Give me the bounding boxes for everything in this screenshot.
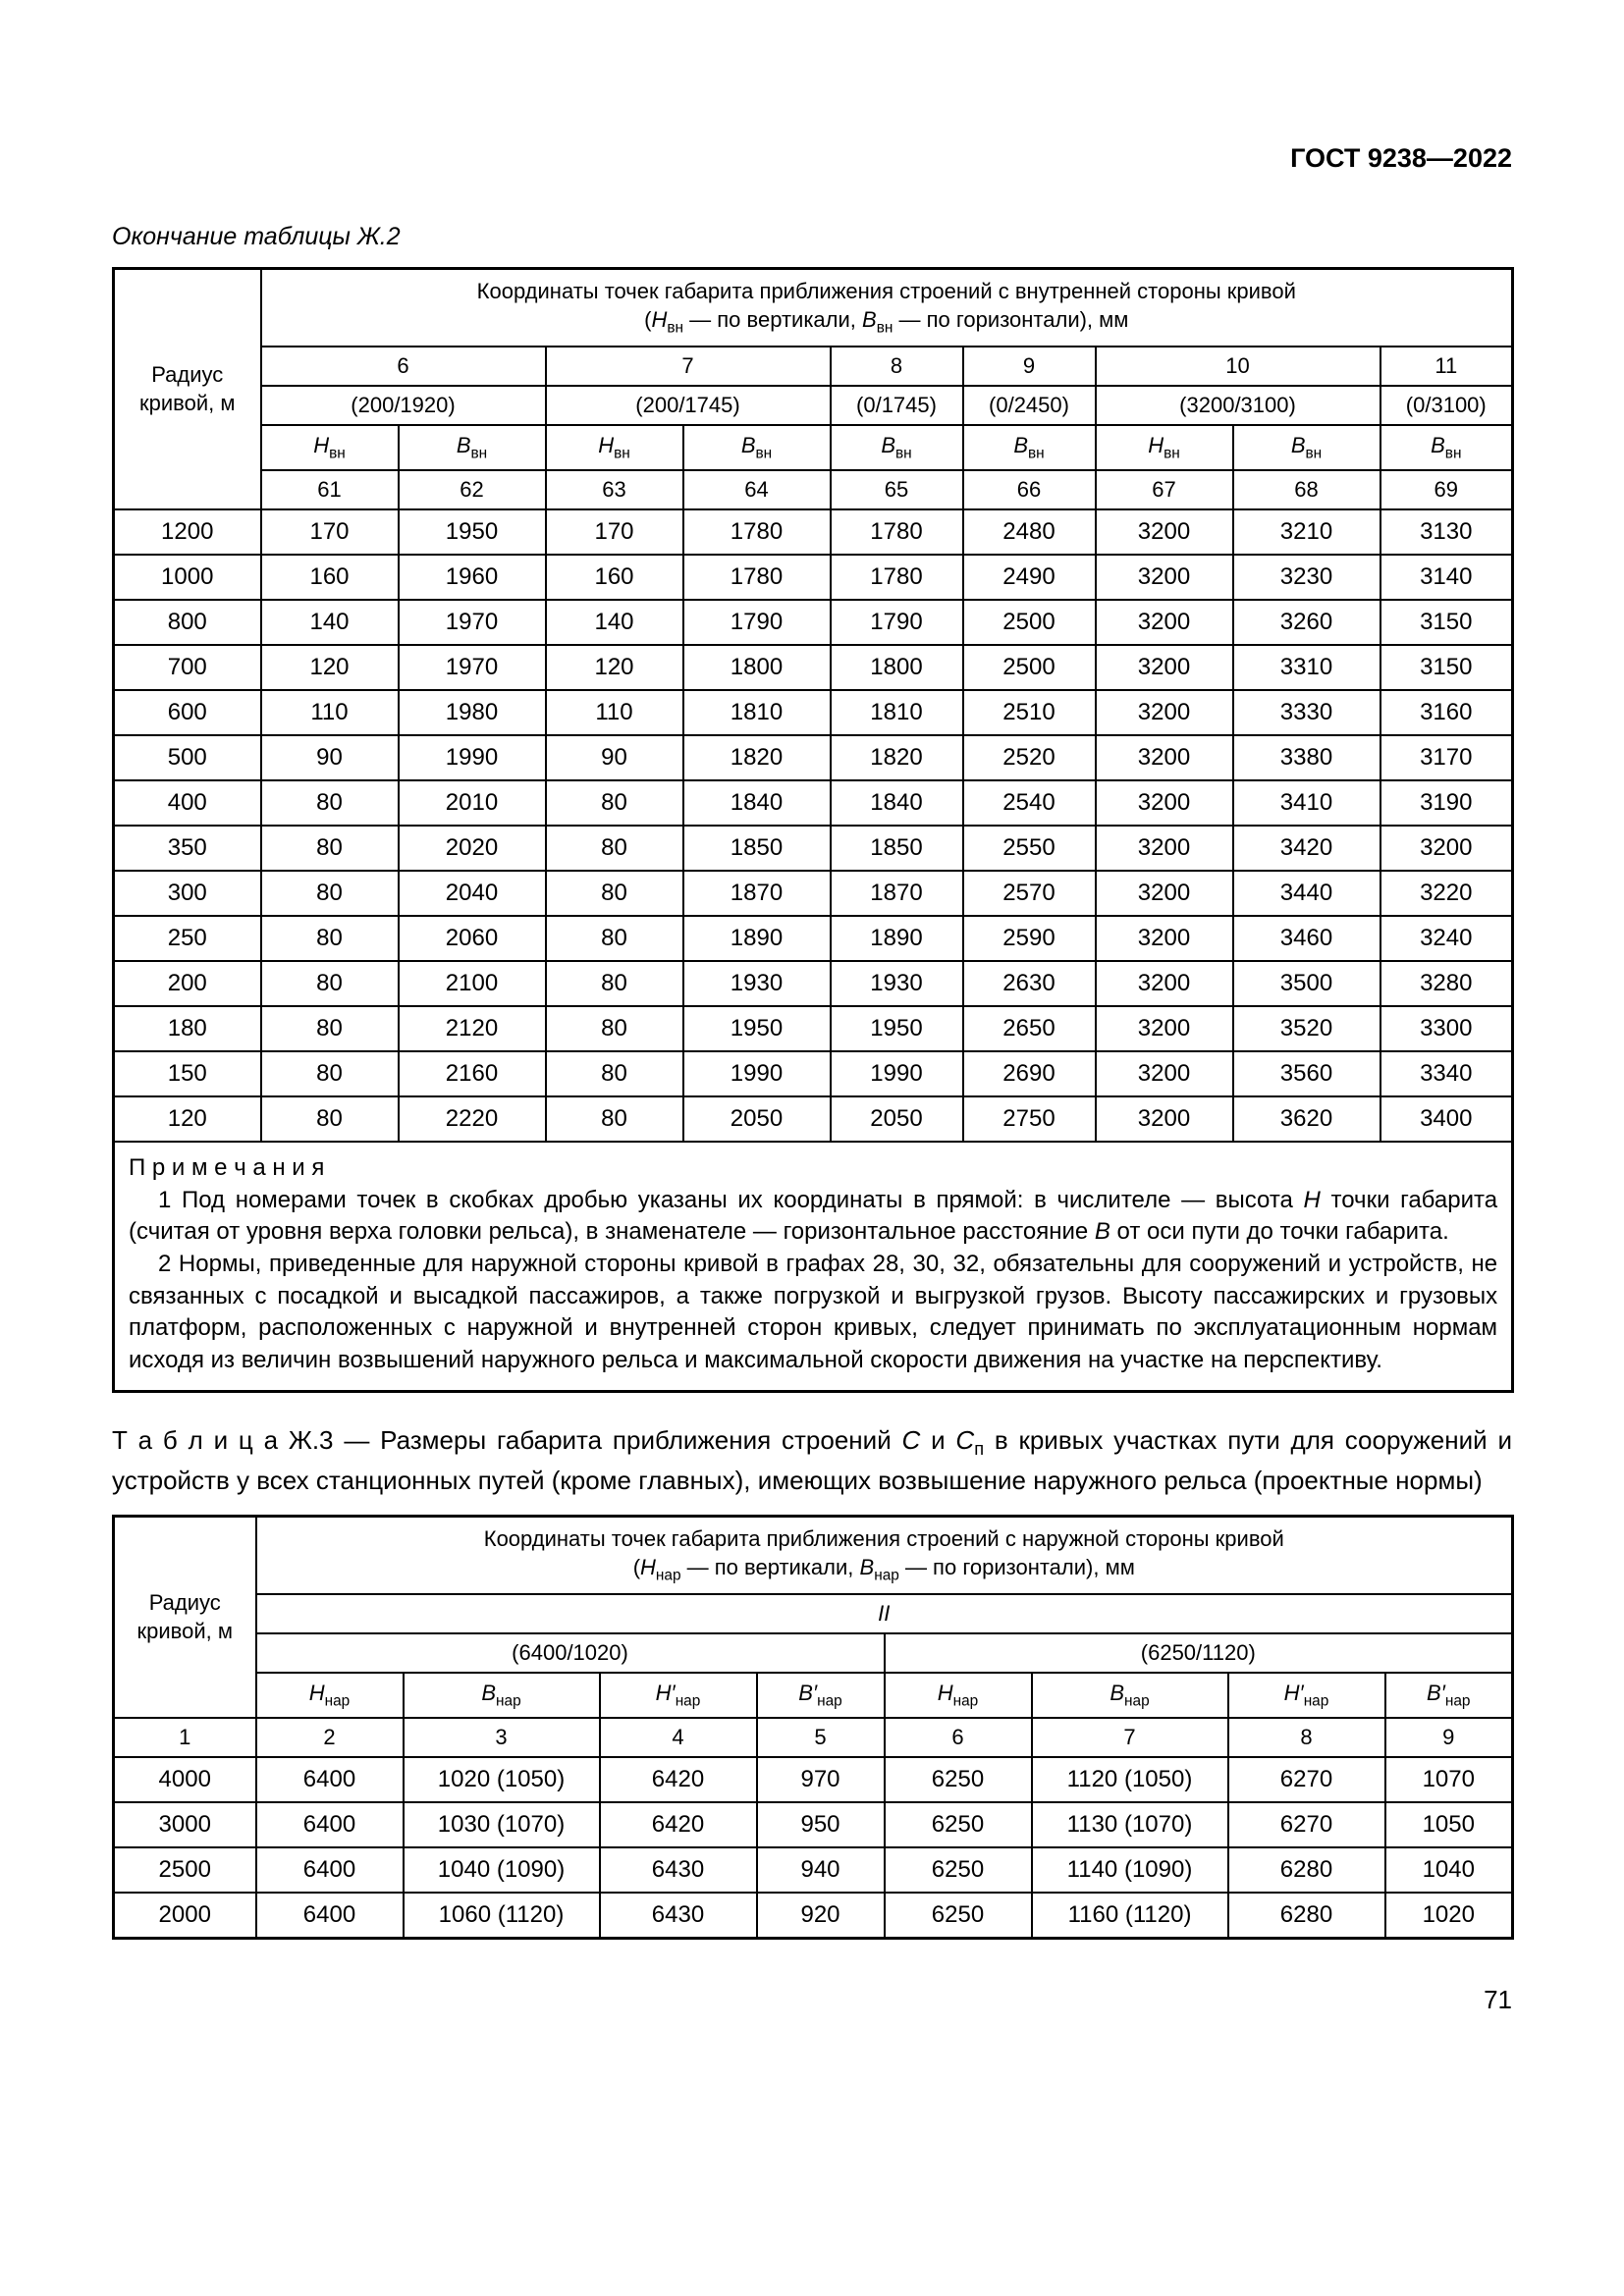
radius-cell: 3000 <box>114 1802 256 1847</box>
table-cell: 80 <box>261 1051 399 1096</box>
table-cell: 80 <box>546 780 683 826</box>
table-cell: 2120 <box>399 1006 546 1051</box>
radius-cell: 150 <box>114 1051 261 1096</box>
table-row <box>114 1802 1513 1847</box>
table-cell: 140 <box>261 600 399 645</box>
table-cell: 80 <box>546 871 683 916</box>
column-number: 5 <box>757 1718 885 1757</box>
table-row <box>114 826 1513 871</box>
column-group-number: 7 <box>546 347 831 386</box>
table-cell: 2590 <box>963 916 1096 961</box>
table-cell: 2690 <box>963 1051 1096 1096</box>
table-cell: 2060 <box>399 916 546 961</box>
table-cell: 120 <box>261 645 399 690</box>
table-cell: 970 <box>757 1757 885 1802</box>
column-number: 1 <box>114 1718 256 1757</box>
page-content <box>112 0 1512 2015</box>
table-cell: 80 <box>546 1051 683 1096</box>
table-cell: 3420 <box>1233 826 1380 871</box>
note-item: 1 Под номерами точек в скобках дробью указаны их координаты в прямой: в числителе — высота Н точки габарита (считая от уровня верха головки рельса), в знаменателе — горизонтальное расстояние В от оси пути до точки габарита. <box>129 1186 1498 1246</box>
table-cell: 3150 <box>1380 600 1513 645</box>
radius-header: Радиус кривой, м <box>114 269 261 510</box>
column-label: $В'_{нар}$ <box>757 1673 885 1718</box>
table-cell: 1140 (1090) <box>1032 1847 1228 1893</box>
table-cell: 3200 <box>1096 645 1233 690</box>
table-cell: 2220 <box>399 1096 546 1142</box>
table-cell: 2570 <box>963 871 1096 916</box>
table-header-title <box>261 269 1513 347</box>
table-continuation-caption: Окончание таблицы Ж.2 <box>112 223 401 250</box>
table-cell: 2500 <box>963 645 1096 690</box>
note-item: 2 Нормы, приведенные для наружной стороны кривой в графах 28, 30, 32, обязательны для сооружений и устройств, не связанных с посадкой и высадкой пассажиров, а также погрузкой и выгрузкой грузов. Высоту пассажирских и грузовых платформ, расположенных с наружной и внутренней сторон кривых, следует принимать по эксплуатационным нормам исходя из величин возвышений наружного рельса и максимальной скорости движения на участке на перспективу. <box>129 1250 1498 1373</box>
table-cell: 1950 <box>831 1006 963 1051</box>
table-row <box>114 600 1513 645</box>
table-cell: 2520 <box>963 735 1096 780</box>
table-cell: 2750 <box>963 1096 1096 1142</box>
table-cell: 6280 <box>1228 1893 1385 1938</box>
table-cell: 1840 <box>683 780 831 826</box>
table-cell: 170 <box>546 509 683 555</box>
table-row <box>114 555 1513 600</box>
column-number: 66 <box>963 470 1096 509</box>
column-group-number: 8 <box>831 347 963 386</box>
column-label: $Н_{вн}$ <box>261 425 399 470</box>
table-cell: 2650 <box>963 1006 1096 1051</box>
header-title-line1: Координаты точек габарита приближения строений с наружной стороны кривой <box>483 1526 1284 1552</box>
table-cell: 2630 <box>963 961 1096 1006</box>
table-cell: 160 <box>546 555 683 600</box>
column-fraction: (200/1920) <box>261 386 546 425</box>
table-cell: 1840 <box>831 780 963 826</box>
table-cell: 3210 <box>1233 509 1380 555</box>
table-cell: 3200 <box>1096 961 1233 1006</box>
table-cell: 1890 <box>683 916 831 961</box>
table-cell: 2010 <box>399 780 546 826</box>
table-cell: 6420 <box>600 1757 757 1802</box>
table-cell: 2540 <box>963 780 1096 826</box>
column-number: 4 <box>600 1718 757 1757</box>
table-row <box>114 645 1513 690</box>
column-group-number: 10 <box>1096 347 1380 386</box>
radius-cell: 800 <box>114 600 261 645</box>
gabarit-table-j3 <box>112 1515 1514 1940</box>
table-cell: 3200 <box>1096 690 1233 735</box>
table-cell: 6250 <box>885 1847 1032 1893</box>
table-cell: 160 <box>261 555 399 600</box>
table-cell: 3410 <box>1233 780 1380 826</box>
table-cell: 110 <box>261 690 399 735</box>
column-label: $Н_{нар}$ <box>256 1673 404 1718</box>
table-row <box>114 509 1513 555</box>
table-cell: 1990 <box>683 1051 831 1096</box>
column-number: 64 <box>683 470 831 509</box>
column-fraction: (0/2450) <box>963 386 1096 425</box>
gabarit-group-numeral: II <box>256 1594 1513 1633</box>
column-group-number: 11 <box>1380 347 1513 386</box>
column-number: 69 <box>1380 470 1513 509</box>
table-cell: 170 <box>261 509 399 555</box>
header-title-line2: ($Н_{нар}$ — по вертикали, $В_{нар}$ — по горизонтали), мм <box>632 1554 1135 1584</box>
table-cell: 6400 <box>256 1757 404 1802</box>
table-cell: 1820 <box>683 735 831 780</box>
table-cell: 3200 <box>1096 1096 1233 1142</box>
table-row <box>114 871 1513 916</box>
table-cell: 6270 <box>1228 1757 1385 1802</box>
table-cell: 1820 <box>831 735 963 780</box>
table-cell: 1800 <box>683 645 831 690</box>
table-cell: 3200 <box>1096 555 1233 600</box>
column-fraction: (3200/3100) <box>1096 386 1380 425</box>
table-cell: 6250 <box>885 1893 1032 1938</box>
table-cell: 1800 <box>831 645 963 690</box>
table-cell: 1870 <box>831 871 963 916</box>
table-cell: 3130 <box>1380 509 1513 555</box>
table-cell: 3620 <box>1233 1096 1380 1142</box>
table-cell: 3280 <box>1380 961 1513 1006</box>
table-row <box>114 1006 1513 1051</box>
table-cell: 2490 <box>963 555 1096 600</box>
column-fraction: (6400/1020) <box>256 1633 885 1673</box>
table-body <box>114 1757 1513 1938</box>
header-title-line1: Координаты точек габарита приближения строений с внутренней стороны кривой <box>476 279 1296 303</box>
table-cell: 6430 <box>600 1893 757 1938</box>
column-label: $В_{вн}$ <box>683 425 831 470</box>
table-row <box>114 1051 1513 1096</box>
column-group-number: 9 <box>963 347 1096 386</box>
table-cell: 1130 (1070) <box>1032 1802 1228 1847</box>
table-cell: 6400 <box>256 1847 404 1893</box>
table-cell: 1870 <box>683 871 831 916</box>
table-cell: 1890 <box>831 916 963 961</box>
table-cell: 3440 <box>1233 871 1380 916</box>
doc-reference: ГОСТ 9238—2022 <box>1290 143 1512 173</box>
table-cell: 3230 <box>1233 555 1380 600</box>
column-number: 2 <box>256 1718 404 1757</box>
table-cell: 1850 <box>683 826 831 871</box>
table-cell: 1990 <box>399 735 546 780</box>
table-cell: 2050 <box>683 1096 831 1142</box>
column-number: 68 <box>1233 470 1380 509</box>
radius-cell: 500 <box>114 735 261 780</box>
radius-cell: 120 <box>114 1096 261 1142</box>
table-cell: 3200 <box>1096 735 1233 780</box>
table-cell: 1930 <box>831 961 963 1006</box>
column-label: $В_{вн}$ <box>1233 425 1380 470</box>
table-cell: 1970 <box>399 600 546 645</box>
table-cell: 3150 <box>1380 645 1513 690</box>
table-cell: 3140 <box>1380 555 1513 600</box>
table-cell: 1970 <box>399 645 546 690</box>
table-cell: 1780 <box>831 555 963 600</box>
table-cell: 6250 <box>885 1757 1032 1802</box>
column-label: $В_{вн}$ <box>831 425 963 470</box>
table-cell: 2020 <box>399 826 546 871</box>
radius-cell: 2000 <box>114 1893 256 1938</box>
table-cell: 80 <box>261 826 399 871</box>
column-number: 9 <box>1385 1718 1513 1757</box>
table-cell: 1040 <box>1385 1847 1513 1893</box>
column-label: $В'_{нар}$ <box>1385 1673 1513 1718</box>
page-number: 71 <box>1484 1984 1512 2014</box>
table-cell: 6420 <box>600 1802 757 1847</box>
radius-cell: 300 <box>114 871 261 916</box>
table-cell: 120 <box>546 645 683 690</box>
table-cell: 920 <box>757 1893 885 1938</box>
column-group-number: 6 <box>261 347 546 386</box>
table-j3-caption: Т а б л и ц а Ж.3 — Размеры габарита приближения строений С и $С_п$ в кривых участках пути для сооружений и устройств у всех станционных путей (кроме главных), имеющих возвышение наружного рельса (проектные нормы) <box>112 1425 1512 1496</box>
table-cell: 3170 <box>1380 735 1513 780</box>
table-cell: 6430 <box>600 1847 757 1893</box>
table-cell: 80 <box>261 961 399 1006</box>
column-number: 67 <box>1096 470 1233 509</box>
table-row <box>114 1757 1513 1802</box>
table-cell: 80 <box>261 916 399 961</box>
table-cell: 1780 <box>683 509 831 555</box>
table-header-title <box>256 1517 1513 1595</box>
table-cell: 3200 <box>1096 1006 1233 1051</box>
table-cell: 3200 <box>1096 600 1233 645</box>
table-cell: 1810 <box>683 690 831 735</box>
table-cell: 1930 <box>683 961 831 1006</box>
table-cell: 1070 <box>1385 1757 1513 1802</box>
table-cell: 2510 <box>963 690 1096 735</box>
column-number: 65 <box>831 470 963 509</box>
table-cell: 3200 <box>1096 1051 1233 1096</box>
table-cell: 3200 <box>1096 509 1233 555</box>
table-row <box>114 961 1513 1006</box>
column-label: $Н'_{нар}$ <box>600 1673 757 1718</box>
table-cell: 2550 <box>963 826 1096 871</box>
column-fraction: (0/1745) <box>831 386 963 425</box>
table-cell: 1790 <box>831 600 963 645</box>
table-row <box>114 916 1513 961</box>
table-cell: 1160 (1120) <box>1032 1893 1228 1938</box>
table-cell: 2100 <box>399 961 546 1006</box>
column-label: $В_{нар}$ <box>404 1673 600 1718</box>
table-cell: 80 <box>261 780 399 826</box>
radius-cell: 600 <box>114 690 261 735</box>
radius-cell: 700 <box>114 645 261 690</box>
table-cell: 1990 <box>831 1051 963 1096</box>
column-number: 62 <box>399 470 546 509</box>
table-row <box>114 1096 1513 1142</box>
table-cell: 90 <box>546 735 683 780</box>
radius-cell: 350 <box>114 826 261 871</box>
table-cell: 1950 <box>683 1006 831 1051</box>
table-row <box>114 735 1513 780</box>
table-body <box>114 509 1513 1142</box>
notes <box>114 1142 1513 1392</box>
table-cell: 3560 <box>1233 1051 1380 1096</box>
column-number: 3 <box>404 1718 600 1757</box>
table-cell: 1120 (1050) <box>1032 1757 1228 1802</box>
table-cell: 80 <box>546 961 683 1006</box>
table-cell: 90 <box>261 735 399 780</box>
radius-cell: 400 <box>114 780 261 826</box>
column-label: $В_{вн}$ <box>1380 425 1513 470</box>
table-cell: 3220 <box>1380 871 1513 916</box>
table-cell: 2040 <box>399 871 546 916</box>
table-cell: 80 <box>546 916 683 961</box>
table-cell: 1060 (1120) <box>404 1893 600 1938</box>
table-row <box>114 780 1513 826</box>
table-cell: 1780 <box>683 555 831 600</box>
table-cell: 1810 <box>831 690 963 735</box>
table-cell: 1780 <box>831 509 963 555</box>
table-cell: 6400 <box>256 1802 404 1847</box>
radius-cell: 1000 <box>114 555 261 600</box>
table-cell: 1020 <box>1385 1893 1513 1938</box>
table-cell: 80 <box>261 1006 399 1051</box>
table-cell: 140 <box>546 600 683 645</box>
table-cell: 3200 <box>1096 916 1233 961</box>
radius-cell: 4000 <box>114 1757 256 1802</box>
table-cell: 3300 <box>1380 1006 1513 1051</box>
table-cell: 2500 <box>963 600 1096 645</box>
table-cell: 80 <box>261 871 399 916</box>
table-cell: 1850 <box>831 826 963 871</box>
gabarit-table-j2 <box>112 267 1514 1393</box>
table-cell: 2480 <box>963 509 1096 555</box>
table-cell: 3240 <box>1380 916 1513 961</box>
column-number: 63 <box>546 470 683 509</box>
table-cell: 2160 <box>399 1051 546 1096</box>
table-cell: 6250 <box>885 1802 1032 1847</box>
table-cell: 3380 <box>1233 735 1380 780</box>
table-cell: 3200 <box>1096 826 1233 871</box>
radius-header: Радиус кривой, м <box>114 1517 256 1719</box>
radius-cell: 200 <box>114 961 261 1006</box>
table-cell: 1020 (1050) <box>404 1757 600 1802</box>
column-number: 8 <box>1228 1718 1385 1757</box>
column-label: $Н_{нар}$ <box>885 1673 1032 1718</box>
table-cell: 1980 <box>399 690 546 735</box>
column-fraction: (200/1745) <box>546 386 831 425</box>
header-title-line2: ($Н_{вн}$ — по вертикали, $В_{вн}$ — по горизонтали), мм <box>644 306 1129 336</box>
column-label: $Н_{вн}$ <box>1096 425 1233 470</box>
table-cell: 3200 <box>1096 780 1233 826</box>
table-cell: 3520 <box>1233 1006 1380 1051</box>
table-cell: 80 <box>546 826 683 871</box>
table-cell: 1030 (1070) <box>404 1802 600 1847</box>
table-cell: 1960 <box>399 555 546 600</box>
table-cell: 2050 <box>831 1096 963 1142</box>
table-cell: 3200 <box>1380 826 1513 871</box>
table-cell: 6270 <box>1228 1802 1385 1847</box>
column-fraction: (0/3100) <box>1380 386 1513 425</box>
radius-cell: 2500 <box>114 1847 256 1893</box>
table-cell: 3310 <box>1233 645 1380 690</box>
column-fraction: (6250/1120) <box>885 1633 1513 1673</box>
column-label: $В_{вн}$ <box>963 425 1096 470</box>
table-cell: 3160 <box>1380 690 1513 735</box>
column-number: 7 <box>1032 1718 1228 1757</box>
table-cell: 110 <box>546 690 683 735</box>
table-cell: 950 <box>757 1802 885 1847</box>
column-number: 6 <box>885 1718 1032 1757</box>
table-cell: 80 <box>546 1006 683 1051</box>
table-cell: 3330 <box>1233 690 1380 735</box>
table-cell: 6280 <box>1228 1847 1385 1893</box>
table-cell: 3260 <box>1233 600 1380 645</box>
radius-cell: 1200 <box>114 509 261 555</box>
table-cell: 3460 <box>1233 916 1380 961</box>
table-row <box>114 1847 1513 1893</box>
column-label: $Н'_{нар}$ <box>1228 1673 1385 1718</box>
table-cell: 1040 (1090) <box>404 1847 600 1893</box>
table-cell: 940 <box>757 1847 885 1893</box>
column-label: $Н_{вн}$ <box>546 425 683 470</box>
table-cell: 1950 <box>399 509 546 555</box>
column-number: 61 <box>261 470 399 509</box>
radius-cell: 180 <box>114 1006 261 1051</box>
table-cell: 6400 <box>256 1893 404 1938</box>
table-cell: 3190 <box>1380 780 1513 826</box>
table-row <box>114 690 1513 735</box>
table-cell: 3500 <box>1233 961 1380 1006</box>
radius-cell: 250 <box>114 916 261 961</box>
table-cell: 1050 <box>1385 1802 1513 1847</box>
table-row <box>114 1893 1513 1938</box>
column-label: $В_{вн}$ <box>399 425 546 470</box>
table-cell: 3400 <box>1380 1096 1513 1142</box>
table-cell: 80 <box>261 1096 399 1142</box>
table-cell: 1790 <box>683 600 831 645</box>
table-cell: 3200 <box>1096 871 1233 916</box>
notes-title: П р и м е ч а н и я <box>129 1154 325 1181</box>
table-cell: 80 <box>546 1096 683 1142</box>
table-cell: 3340 <box>1380 1051 1513 1096</box>
column-label: $В_{нар}$ <box>1032 1673 1228 1718</box>
